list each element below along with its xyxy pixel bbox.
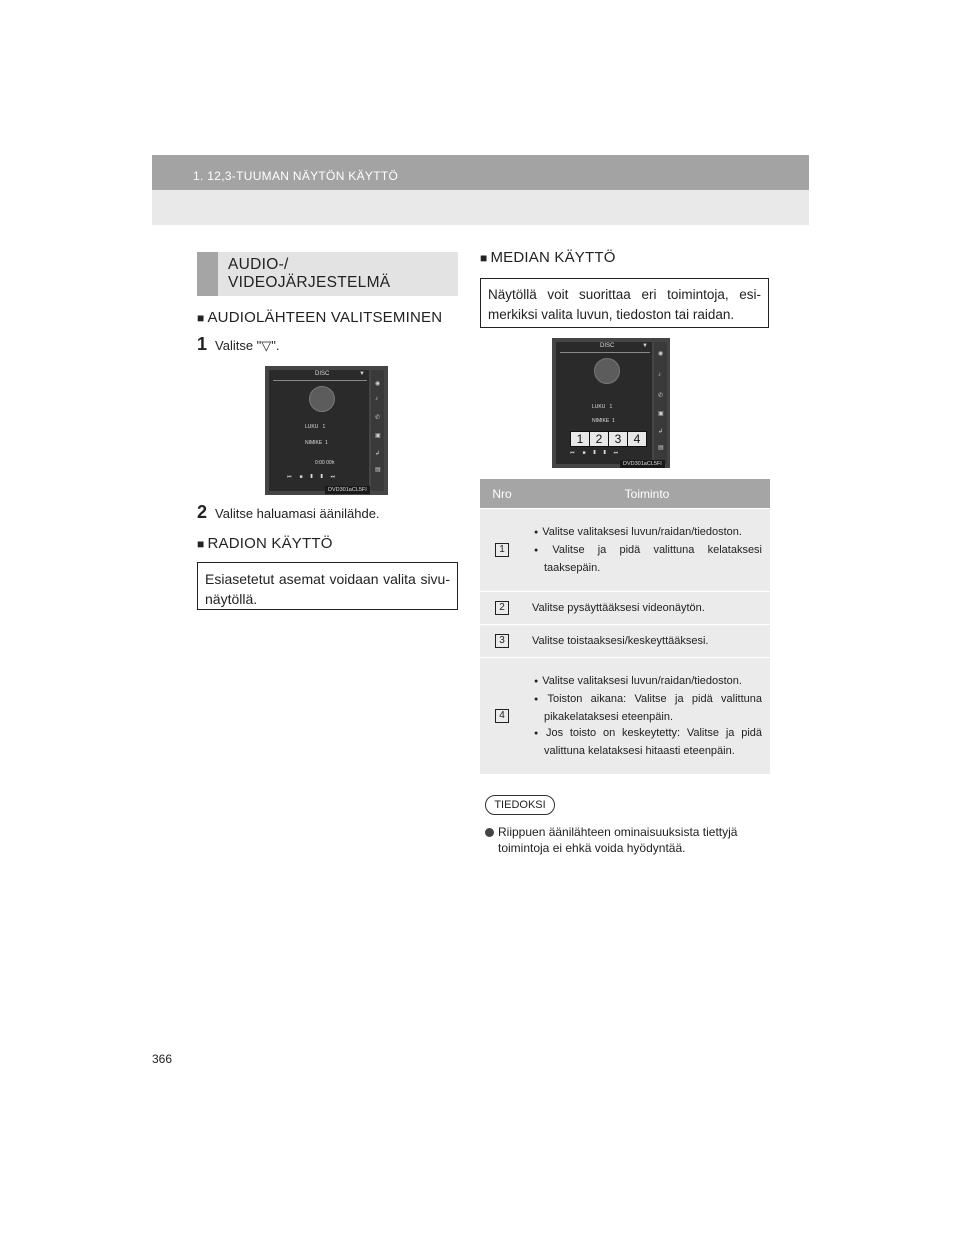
square-bullet-icon: ■	[197, 311, 205, 325]
callout-3: 3	[608, 431, 628, 447]
subheading-media	[480, 249, 616, 266]
row-description: Valitse toistaaksesi/keskeyttääksesi.	[524, 625, 770, 658]
screen-luku-row	[305, 424, 325, 430]
music-icon: ♪	[658, 372, 661, 378]
luku-value: 1	[322, 424, 326, 430]
info-text	[485, 824, 765, 856]
step-number: 2	[197, 502, 208, 522]
screen-playback-controls: ⏮■❚❚⏭	[570, 450, 627, 456]
bullet-item: ● Valitse valitaksesi luvun/raidan/tiedoston.	[532, 673, 762, 691]
section-heading-box	[197, 252, 458, 296]
chapter-title: 1. 12,3-TUUMAN NÄYTÖN KÄYTTÖ	[193, 169, 399, 183]
row-description: Valitse pysäyttääksesi videonäytön.	[524, 592, 770, 625]
subheading-text: RADION KÄYTTÖ	[207, 535, 333, 552]
subheading-text: AUDIOLÄHTEEN VALITSEMINEN	[207, 309, 443, 326]
bullet-item: ● Jos toisto on keskeytetty: Valitse ja pidä valittuna kelataksesi hitaasti eteenpäin.	[532, 725, 762, 759]
subheading-radio	[197, 535, 333, 552]
column-header-toiminto: Toiminto	[524, 479, 770, 509]
step-text: Valitse "▽".	[215, 338, 280, 353]
row-number-cell	[480, 509, 524, 592]
section-heading-bar	[197, 252, 218, 296]
bullet-item: ● Valitse valitaksesi luvun/raidan/tiedoston.	[532, 524, 762, 542]
luku-value: 1	[609, 404, 613, 410]
source-icon: ◉	[375, 381, 381, 387]
disc-icon	[309, 386, 335, 412]
screen-source-label: DISC	[315, 371, 330, 377]
row-number-cell	[480, 658, 524, 775]
menu-icon: ▤	[375, 467, 381, 473]
music-icon: ♪	[375, 396, 378, 402]
table-row	[480, 509, 770, 592]
row-number: 2	[495, 601, 509, 615]
header-subband	[152, 190, 809, 225]
dropdown-triangle-icon: ▼	[642, 343, 648, 349]
back-icon: ↲	[375, 451, 381, 457]
subheading-audio-source	[197, 309, 442, 326]
row-description	[524, 509, 770, 592]
section-heading: AUDIO-/ VIDEOJÄRJESTELMÄ	[228, 256, 391, 291]
table-header-row	[480, 479, 770, 509]
row-description	[524, 658, 770, 775]
phone-icon: ✆	[658, 393, 664, 399]
figure-code: DVD301aCL5FI	[620, 460, 665, 468]
screen-time: 0:00 00h	[315, 460, 335, 466]
row-number-cell	[480, 625, 524, 658]
step-text: Valitse haluamasi äänilähde.	[215, 506, 380, 521]
nimike-value: 1	[325, 440, 328, 446]
phone-icon: ✆	[375, 415, 381, 421]
callout-2: 2	[589, 431, 609, 447]
note-box-media: Näytöllä voit suorittaa eri toimintoja, esi-merkiksi valita luvun, tiedoston tai raidan.	[480, 278, 769, 328]
note-box-radio: Esiasetetut asemat voidaan valita sivu-näytöllä.	[197, 562, 458, 610]
row-number: 3	[495, 634, 509, 648]
subheading-text: MEDIAN KÄYTTÖ	[490, 249, 616, 266]
luku-label: LUKU	[592, 404, 606, 410]
table-row	[480, 625, 770, 658]
circle-bullet-icon	[485, 828, 494, 837]
info-line-1: Riippuen äänilähteen ominaisuuksista tiettyjä	[498, 825, 738, 839]
screen-playback-controls: ⏮■❚❚⏭	[287, 474, 344, 480]
table-row	[480, 658, 770, 775]
step-2	[197, 502, 380, 523]
image-icon: ▣	[375, 433, 381, 439]
luku-label: LUKU	[305, 424, 319, 430]
nimike-label: NIMIKE	[592, 418, 610, 424]
row-number-cell	[480, 592, 524, 625]
bullet-item: ● Valitse ja pidä valittuna kelataksesi taaksepäin.	[532, 542, 762, 576]
source-icon: ◉	[658, 351, 664, 357]
operations-table	[480, 479, 770, 774]
screen-nimike-row	[592, 418, 615, 424]
page-number: 366	[152, 1052, 173, 1066]
column-header-nro: Nro	[480, 479, 524, 509]
info-label: TIEDOKSI	[485, 795, 555, 815]
callout-4: 4	[627, 431, 647, 447]
info-line-2: toimintoja ei ehkä voida hyödyntää.	[498, 841, 686, 855]
bullet-item: ● Toiston aikana: Valitse ja pidä valittuna pikakelataksesi eteenpäin.	[532, 691, 762, 725]
menu-icon: ▤	[658, 445, 664, 451]
row-number: 4	[495, 709, 509, 723]
square-bullet-icon: ■	[480, 251, 488, 265]
dropdown-triangle-icon: ▼	[359, 371, 365, 377]
nimike-label: NIMIKE	[305, 440, 323, 446]
screen-nimike-row	[305, 440, 328, 446]
screen-source-label: DISC	[600, 343, 615, 349]
table-row	[480, 592, 770, 625]
nimike-value: 1	[612, 418, 615, 424]
screen-illustration-media	[552, 338, 670, 468]
square-bullet-icon: ■	[197, 537, 205, 551]
callout-1: 1	[570, 431, 590, 447]
figure-code: DVD301aCL5FI	[325, 486, 370, 494]
screen-topbar-line	[560, 352, 650, 353]
screen-luku-row	[592, 404, 612, 410]
screen-illustration-audio	[265, 366, 388, 495]
step-number: 1	[197, 334, 208, 354]
disc-icon	[594, 358, 620, 384]
image-icon: ▣	[658, 411, 664, 417]
back-icon: ↲	[658, 429, 664, 435]
step-1	[197, 334, 280, 355]
screen-topbar-line	[273, 380, 367, 381]
row-number: 1	[495, 543, 509, 557]
